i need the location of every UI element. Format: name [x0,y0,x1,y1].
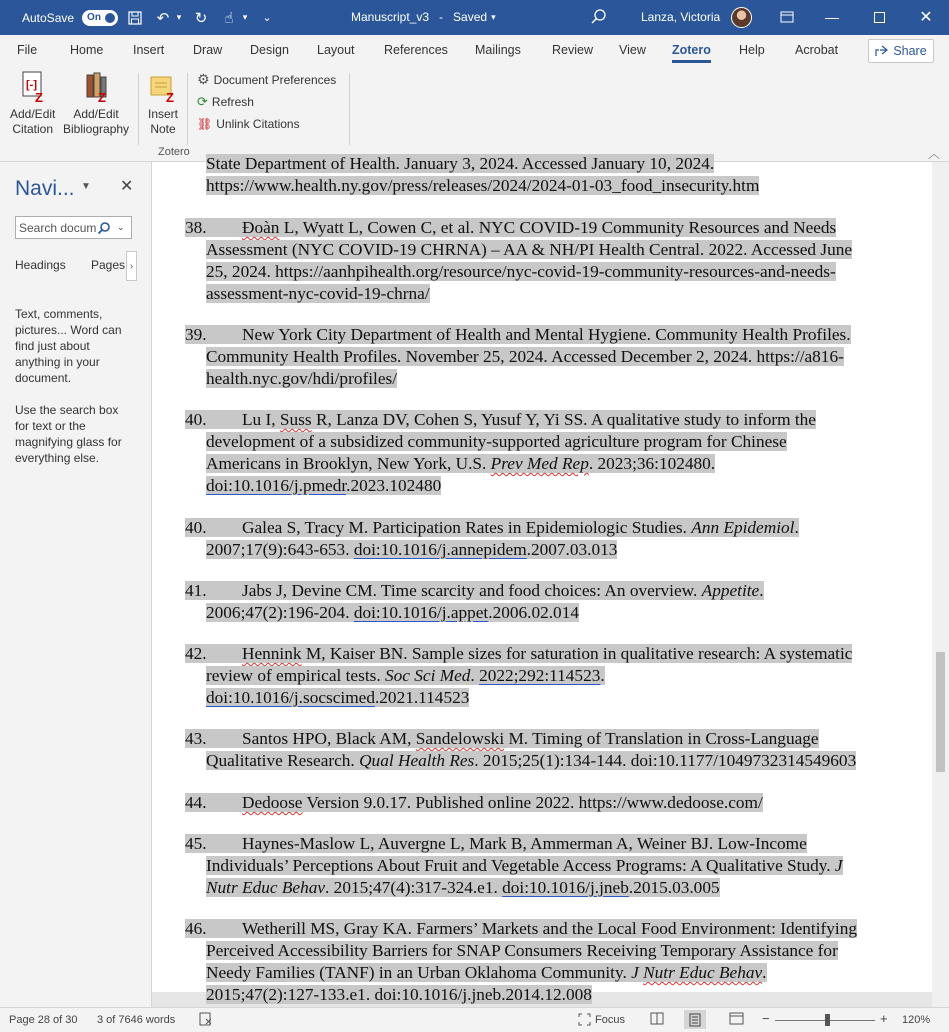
ref-volume-link[interactable]: 2022;292:114523 [479,666,601,685]
save-icon[interactable] [124,7,146,29]
scrollbar-thumb[interactable] [936,652,945,772]
title-separator: - [439,10,444,24]
ref-text: Lu I, [242,410,280,429]
ref-doi-link[interactable]: doi:10.1016/j.annepidem [353,540,527,559]
note-icon [148,71,178,103]
nav-search-input[interactable] [19,221,97,235]
zoom-level[interactable]: 120% [902,1014,931,1026]
ref-number: 40. [185,518,207,537]
tab-insert[interactable]: Insert [133,43,165,57]
ref-text: .2021.114523 [374,688,470,707]
proofing-icon[interactable] [199,1012,213,1029]
bibliography-icon [81,71,111,103]
customize-qat-icon[interactable]: ⌄ [262,12,272,24]
magnifier-icon[interactable] [97,221,111,235]
reference-42 [185,643,908,709]
ribbon-tabs [0,35,949,65]
ref-journal: Nutr Educ Behav [206,878,326,897]
touch-dropdown-icon[interactable]: ▾ [242,12,248,22]
nav-help-text-2: Use the search box for text or the magnifying glass for everything else. [15,403,122,465]
ref-text: 2006;47(2):196-204. [206,603,354,622]
nav-options-chevron-icon[interactable]: ▼ [81,181,91,192]
zoom-out-button[interactable]: − [762,1011,770,1026]
ref-doi-link[interactable]: doi:10.1016/j.pmedr [206,476,347,495]
zoom-in-button[interactable]: + [880,1011,888,1026]
tab-review[interactable]: Review [552,43,593,57]
collapse-ribbon-icon[interactable]: ︿ [928,147,941,161]
ref-author: Sandelowski [415,729,505,748]
ref-text: assessment-nyc-covid-19-chrna/ [206,284,430,303]
ref-journal: J [834,856,843,875]
tab-zotero[interactable]: Zotero [672,43,711,57]
reference-37 [185,153,908,197]
search-icon[interactable] [590,8,608,29]
document-preferences-label: Document Preferences [213,72,337,87]
ref-text: . [600,666,605,685]
search-options-chevron-icon[interactable]: ⌄ [117,222,125,232]
ref-journal: J [631,963,644,982]
undo-icon[interactable]: ↶ [156,9,170,27]
tab-mailings[interactable]: Mailings [475,43,521,57]
ref-journal: Appetite [701,581,760,600]
document-preferences-button[interactable] [197,71,336,88]
insert-note-button[interactable] [148,71,178,137]
document-title[interactable] [351,10,496,24]
ref-doi-link[interactable]: doi:10.1016/j.socscimed [206,688,375,707]
ref-text: .2006.02.014 [488,603,579,622]
ref-text: . 2015;25(1):134-144. doi:10.1177/1049732314549603 [474,751,857,770]
print-layout-icon[interactable] [684,1010,706,1029]
reference-46 [185,918,908,1006]
ref-number: 44. [185,793,207,812]
add-edit-citation-l2: Citation [12,122,54,136]
ref-journal: Prev Med Rep [490,454,589,473]
ref-text: M, Kaiser BN. Sample sizes for saturation in qualitative research: A systematic [301,644,853,663]
maximize-icon[interactable] [867,6,891,28]
insert-note-l2: Note [150,122,176,136]
ref-text: . [762,963,767,982]
ref-text: Americans in Brooklyn, New York, U.S. [206,454,491,473]
ribbon-separator [349,73,350,145]
tab-view[interactable]: View [619,43,646,57]
ref-text: . [794,518,799,537]
ref-text: M. Timing of Translation in Cross-Language [504,729,819,748]
add-edit-bibliography-l2: Bibliography [63,122,130,136]
ref-number: 39. [185,325,207,344]
nav-search-box[interactable] [15,216,132,239]
ref-number: 46. [185,919,207,938]
ref-text: Needy Families (TANF) in an Urban Oklahoma Community. [206,963,632,982]
touch-mode-icon[interactable]: ☝ [224,9,234,27]
ref-text: Jabs J, Devine CM. Time scarcity and food choices: An overview. [242,581,702,600]
ref-text: 2007;17(9):643-653. [206,540,354,559]
zoom-slider-thumb[interactable] [825,1014,830,1026]
ref-text: health.nyc.gov/hdi/profiles/ [206,369,398,388]
ribbon-display-icon[interactable] [775,6,799,28]
ref-text: .2015.03.005 [628,878,720,897]
ref-text: . [759,581,764,600]
title-dropdown-icon: ▾ [491,12,496,22]
ref-text: . [470,666,480,685]
svg-text:[-]: [-] [25,79,37,91]
ref-text: Community Health Profiles. November 25, 2024. Accessed December 2, 2024. https://a816- [206,347,844,366]
insert-note-l1: Insert [148,107,179,121]
refresh-icon: ⟳ [197,94,208,109]
tab-draw[interactable]: Draw [193,43,223,57]
vertical-scrollbar[interactable] [932,162,949,1007]
add-edit-bibliography-l1: Add/Edit [73,107,119,121]
reference-40a [185,409,908,497]
unlink-citations-button[interactable] [197,117,300,131]
doc-name: Manuscript_v3 [351,10,430,24]
ref-doi-link[interactable]: doi:10.1016/j.appet [353,603,489,622]
reference-40b [185,517,908,561]
ref-text: development of a subsidized community-supported agriculture program for Chinese [206,432,787,451]
ref-text: review of empirical tests. [206,666,385,685]
minimize-icon[interactable]: — [825,9,839,25]
reference-45 [185,833,908,899]
ref-text: .2023.102480 [346,476,442,495]
share-label: Share [893,44,927,58]
reference-38 [185,217,908,305]
ref-number: 38. [185,218,207,237]
ref-text: Qualitative Research. [206,751,360,770]
ref-journal: Soc Sci Med [385,666,471,685]
redo-icon[interactable]: ↻ [194,9,208,27]
ribbon-group-label: Zotero [158,146,190,158]
close-icon[interactable]: ✕ [919,9,933,26]
web-layout-icon[interactable] [729,1012,744,1028]
ref-number: 40. [185,410,207,429]
tab-home[interactable]: Home [70,43,104,57]
svg-text:Z: Z [34,90,43,105]
nav-tab-next-icon[interactable]: › [126,251,137,281]
ref-journal: Nutr Educ Behav [643,963,763,982]
ref-number: 43. [185,729,207,748]
svg-text:Z: Z [166,90,174,105]
share-icon [875,45,888,57]
ribbon-separator [138,73,139,145]
ref-text: Version 9.0.17. Published online 2022. https://www.dedoose.com/ [302,793,763,812]
autosave-toggle[interactable] [82,10,118,26]
ref-text: R, Lanza DV, Cohen S, Yusuf Y, Yi SS. A qualitative study to inform the [311,410,816,429]
tab-layout[interactable]: Layout [317,43,355,57]
svg-text:Z: Z [98,90,106,105]
nav-help-text-1: Text, comments, pictures... Word can find just about anything in your document. [15,307,122,385]
focus-icon [578,1013,591,1026]
ref-journal: Ann Epidemiol [691,518,795,537]
reference-39 [185,324,908,390]
ref-number: 45. [185,834,207,853]
ref-text: 25, 2024. https://aanhpihealth.org/resource/nyc-covid-19-community-resources-and-needs- [206,262,836,281]
avatar[interactable] [731,7,752,28]
ref-text: . 2023;36:102480. [588,454,716,473]
navigation-pane [0,162,152,1007]
ref-text: Assessment (NYC COVID-19 CHRNA) – AA & NH/PI Health Central. 2022. Accessed June [206,240,853,259]
focus-label: Focus [595,1013,625,1026]
reference-44 [185,792,908,814]
ref-journal: Qual Health Res [359,751,475,770]
user-name[interactable]: Lanza, Victoria [641,10,721,24]
nav-close-icon[interactable]: ✕ [120,178,134,195]
ref-text: New York City Department of Health and Mental Hygiene. Community Health Profiles. [242,325,851,344]
ribbon-zotero [0,65,949,162]
ref-text: Galea S, Tracy M. Participation Rates in Epidemiologic Studies. [242,518,692,537]
undo-dropdown-icon[interactable]: ▾ [176,12,182,22]
ref-author: Suss [279,410,312,429]
refresh-label: Refresh [211,95,254,109]
word-count[interactable]: 3 of 7646 words [97,1014,176,1026]
ref-text: State Department of Health. January 3, 2024. Accessed January 10, 2024. [206,154,715,173]
add-edit-bibliography-button[interactable] [63,71,129,137]
ref-text: 2015;47(2):127-133.e1. doi:10.1016/j.jneb.2014.12.008 [206,985,592,1004]
ref-doi-link[interactable]: doi:10.1016/j.jneb [502,878,629,897]
citation-icon [18,71,48,103]
ref-author: Dedoose [242,793,303,812]
nav-tab-pages[interactable]: Pages [91,258,126,272]
ref-author: Hennink [242,644,302,663]
ref-text: L, Wyatt L, Cowen C, et al. NYC COVID-19 Community Resources and Needs [279,218,837,237]
saved-status: Saved [453,10,488,24]
ref-text: Santos HPO, Black AM, [242,729,416,748]
tab-help[interactable]: Help [739,43,765,57]
ref-text: Individuals’ Perceptions About Fruit and Vegetable Access Programs: A Qualitative Study. [206,856,835,875]
tab-design[interactable]: Design [250,43,289,57]
tab-file[interactable]: File [17,43,38,57]
toggle-knob [105,13,115,23]
refresh-button[interactable] [197,94,254,110]
ref-text: .2007.03.013 [526,540,618,559]
nav-pane-title: Navi... [15,177,75,200]
unlink-citations-label: Unlink Citations [216,117,300,131]
tab-references[interactable]: References [384,43,448,57]
nav-tab-headings[interactable]: Headings [15,258,66,272]
share-button[interactable] [868,39,934,63]
autosave [22,10,118,26]
title-bar [0,0,949,35]
reference-41 [185,580,908,624]
status-bar [0,1007,949,1032]
page-count[interactable]: Page 28 of 30 [9,1014,78,1026]
tab-acrobat[interactable]: Acrobat [795,43,839,57]
ref-author: Đoàn [242,218,280,237]
ref-url: https://www.health.ny.gov/press/releases/2024/2024-01-03_food_insecurity.htm [206,176,760,195]
ref-text: Haynes-Maslow L, Auvergne L, Mark B, Ammerman A, Weiner BJ. Low-Income [242,834,807,853]
ref-number: 42. [185,644,207,663]
document-area [152,154,949,1007]
focus-button[interactable] [578,1013,625,1026]
read-mode-icon[interactable] [650,1012,664,1028]
ref-number: 41. [185,581,207,600]
gear-icon: ⚙ [197,71,210,87]
autosave-label: AutoSave [22,10,75,25]
ref-text: . 2015;47(4):317-324.e1. [325,878,503,897]
add-edit-citation-button[interactable] [10,71,55,137]
ribbon-separator [187,73,188,145]
unlink-icon: ⛓ [197,117,213,131]
document-page[interactable] [152,154,932,1004]
add-edit-citation-l1: Add/Edit [10,107,56,121]
autosave-state: On [87,12,101,23]
ref-text: Perceived Accessibility Barriers for SNAP Consumers Receiving Temporary Assistance for [206,941,838,960]
ref-text: Wetherill MS, Gray KA. Farmers’ Markets and the Local Food Environment: Identifying [242,919,857,938]
reference-43 [185,728,908,772]
